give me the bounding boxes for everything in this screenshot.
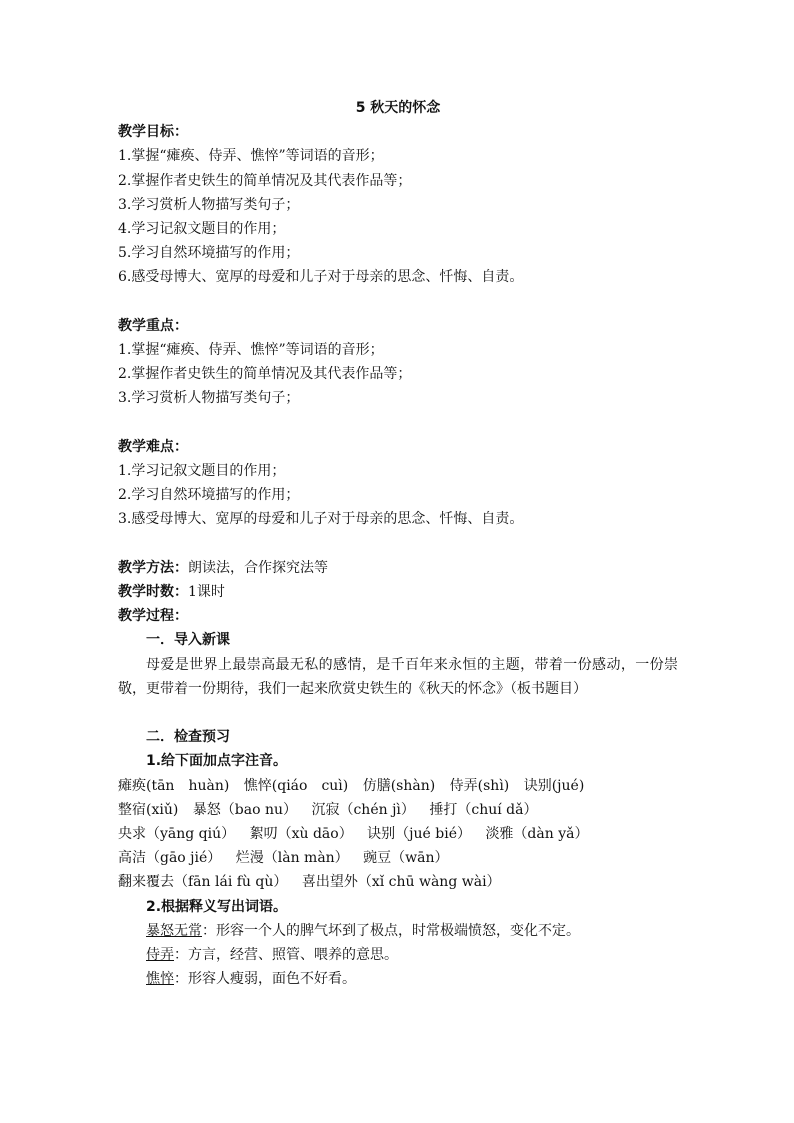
hours-label: 教学时数： — [118, 584, 188, 601]
section1-paragraph: 母爱是世界上最崇高最无私的感情，是千百年来永恒的主题，带着一份感动，一份崇敬，更带着一份期待，我们一起来欣赏史铁生的《秋天的怀念》（板书题目） — [118, 656, 678, 697]
page-title: 5 秋天的怀念 — [355, 100, 441, 116]
section1-heading: 一．导入新课 — [146, 632, 230, 649]
objective-item: 5.学习自然环境描写的作用； — [118, 245, 300, 262]
method-label: 教学方法： — [118, 559, 188, 576]
process-label: 教学过程： — [118, 608, 188, 625]
pinyin-word: 整宿(xiǔ) — [118, 801, 179, 818]
definition-meaning: ：形容人瘦弱，面色不好看。 — [174, 971, 356, 988]
difficulties-heading: 教学难点： — [118, 438, 188, 455]
pinyin-word: 憔悴(qiáo cuì) — [243, 777, 349, 794]
objectives-heading: 教学目标： — [118, 124, 188, 141]
difficulty-item: 2.学习自然环境描写的作用； — [118, 487, 300, 504]
pinyin-word: 翻来覆去（fān lái fù qù） — [118, 874, 288, 891]
pinyin-word: 侍弄(shì) — [449, 777, 510, 794]
hours-value: 1课时 — [188, 584, 225, 601]
definition-line — [118, 967, 678, 991]
objective-item: 6.感受母博大、宽厚的母爱和儿子对于母亲的思念、忏悔、自责。 — [118, 269, 524, 286]
pinyin-word: 捶打（chuí dǎ） — [429, 801, 538, 818]
word-row — [118, 870, 678, 894]
key-points-heading: 教学重点： — [118, 317, 188, 334]
word-row — [118, 822, 678, 846]
objective-item: 3.学习赏析人物描写类句子； — [118, 196, 300, 213]
method-line — [118, 556, 678, 580]
spacer — [118, 532, 678, 556]
section2-sub2: 2.根据释义写出词语。 — [146, 898, 288, 915]
spacer — [118, 290, 678, 314]
definition-word: 憔悴 — [146, 971, 174, 988]
pinyin-word: 淡雅（dàn yǎ） — [485, 826, 589, 843]
definition-meaning: ：方言，经营、照管、喂养的意思。 — [174, 947, 398, 964]
pinyin-word: 瘫痪(tān huàn) — [118, 777, 230, 794]
hours-line — [118, 580, 678, 604]
pinyin-word: 央求（yāng qiú） — [118, 826, 236, 843]
objective-item: 4.学习记叙文题目的作用； — [118, 221, 286, 238]
word-row — [118, 774, 678, 798]
pinyin-word: 暴怒（bao nu） — [192, 801, 298, 818]
section2-sub1: 1.给下面加点字注音。 — [146, 753, 288, 770]
pinyin-word: 豌豆（wān） — [363, 850, 449, 867]
definition-line — [118, 943, 678, 967]
definition-word: 侍弄 — [146, 947, 174, 964]
definition-word: 暴怒无常 — [146, 922, 202, 939]
word-row — [118, 846, 678, 870]
difficulty-item: 1.学习记叙文题目的作用； — [118, 463, 286, 480]
spacer — [118, 701, 678, 725]
pinyin-word: 诀别(jué) — [523, 777, 585, 794]
section2-heading: 二．检查预习 — [146, 729, 230, 746]
key-point-item: 2.掌握作者史铁生的简单情况及其代表作品等； — [118, 366, 412, 383]
pinyin-word: 仿膳(shàn) — [362, 777, 436, 794]
pinyin-word: 喜出望外（xǐ chū wàng wài） — [301, 874, 501, 891]
key-point-item: 1.掌握“瘫痪、侍弄、憔悴”等词语的音形； — [118, 342, 384, 359]
spacer — [118, 411, 678, 435]
pinyin-word: 烂漫（làn màn） — [235, 850, 349, 867]
pinyin-word: 絮叨（xù dāo） — [249, 826, 353, 843]
objective-item: 2.掌握作者史铁生的简单情况及其代表作品等； — [118, 172, 412, 189]
pinyin-word: 诀别（jué bié） — [367, 826, 471, 843]
key-point-item: 3.学习赏析人物描写类句子； — [118, 390, 300, 407]
difficulty-item: 3.感受母博大、宽厚的母爱和儿子对于母亲的思念、忏悔、自责。 — [118, 511, 524, 528]
pinyin-word: 沉寂（chén jì） — [311, 801, 415, 818]
word-row — [118, 798, 678, 822]
definition-line — [118, 919, 678, 943]
definition-meaning: ：形容一个人的脾气坏到了极点，时常极端愤怒，变化不定。 — [202, 922, 580, 939]
objective-item: 1.掌握“瘫痪、侍弄、憔悴”等词语的音形； — [118, 148, 384, 165]
pinyin-word: 高洁（gāo jié） — [118, 850, 222, 867]
method-value: 朗读法，合作探究法等 — [188, 559, 328, 576]
document-page — [118, 96, 678, 991]
